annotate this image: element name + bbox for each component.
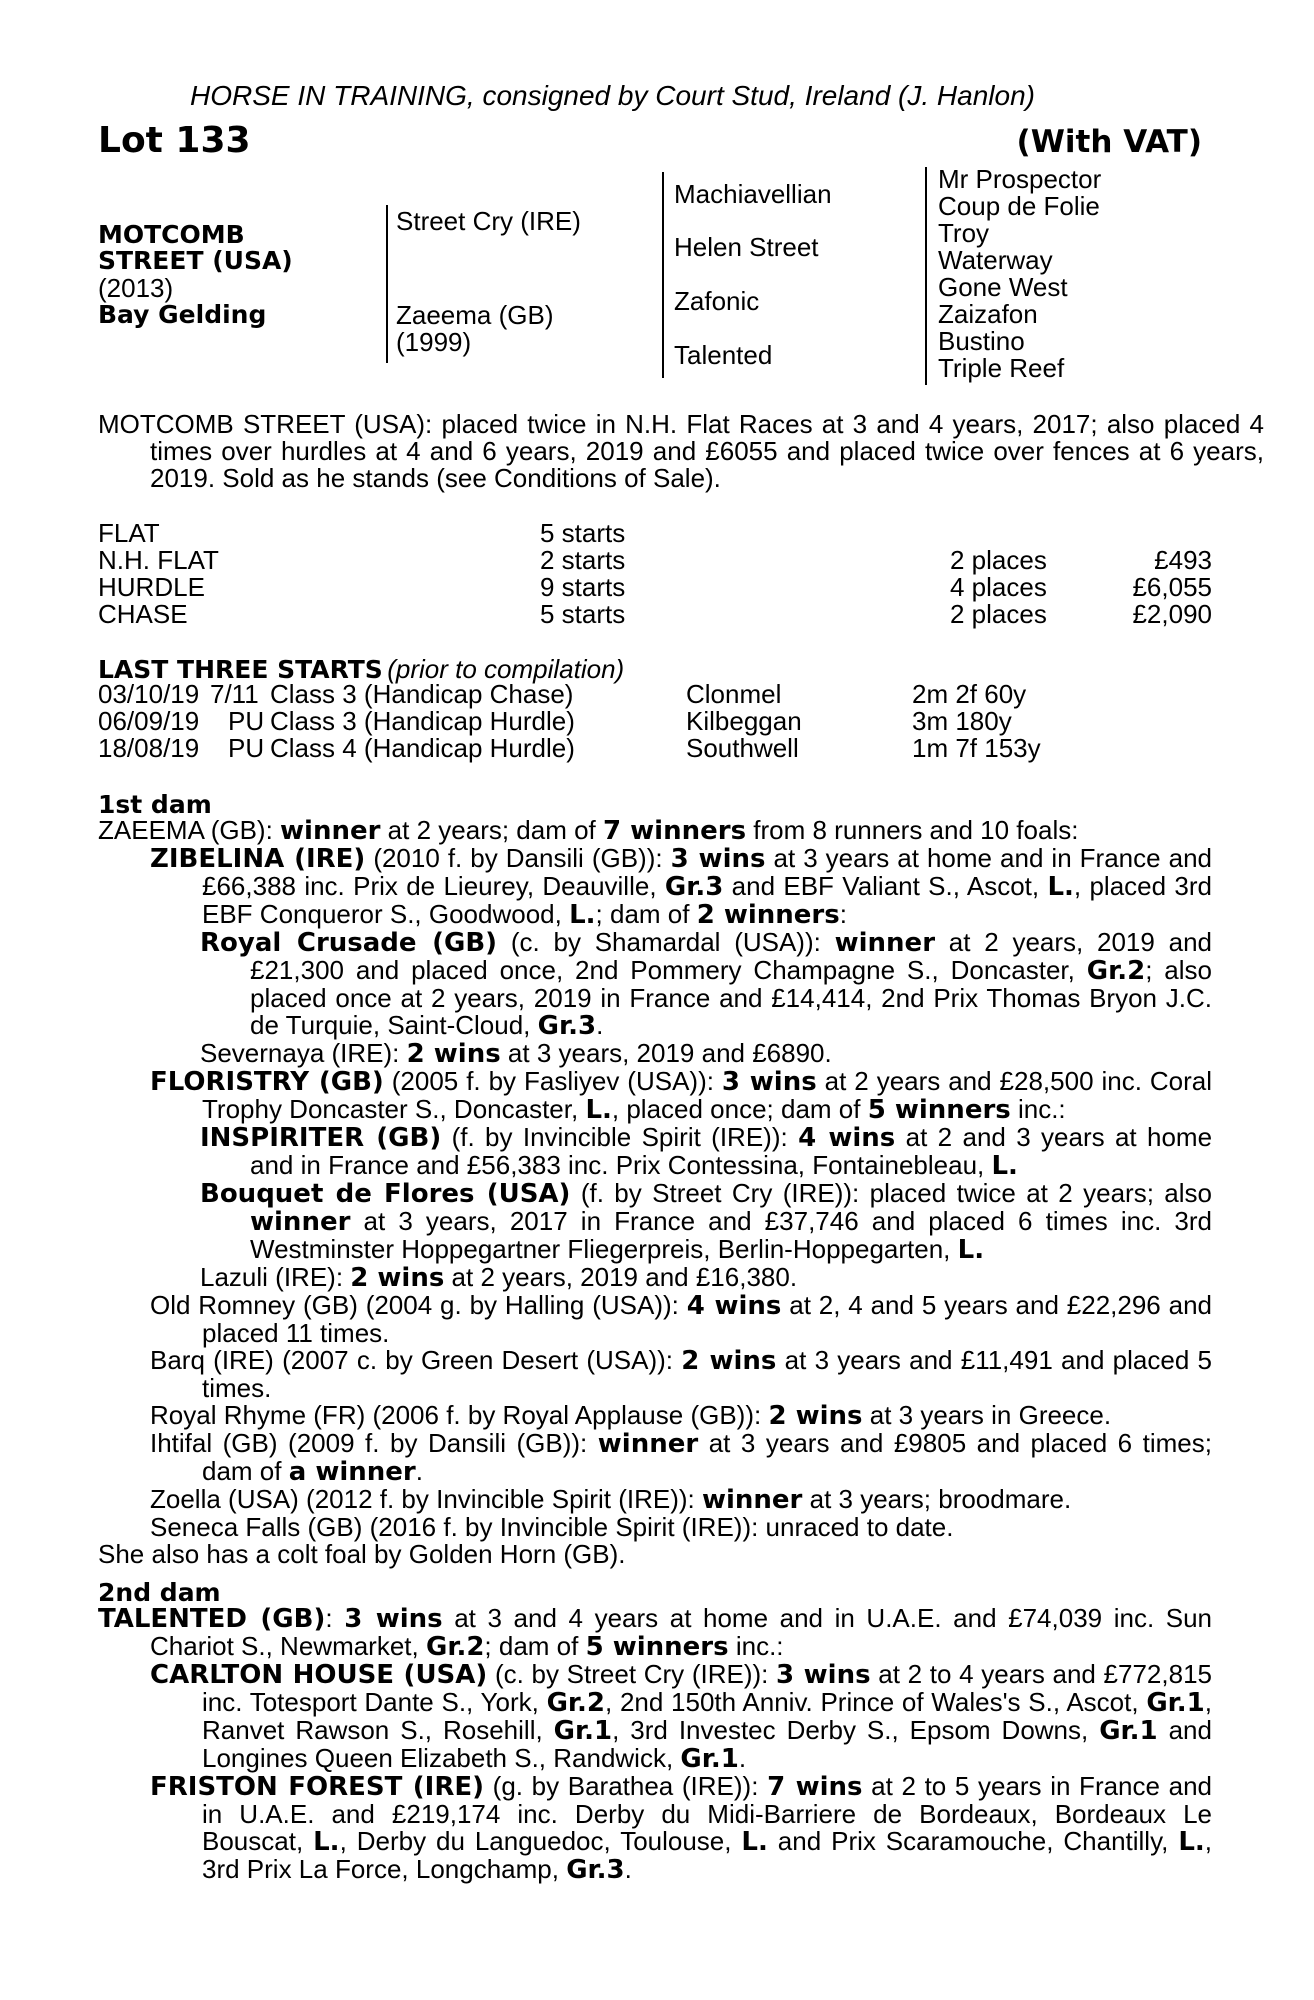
produce-bouquet-de-flores: Bouquet de Flores (USA) (f. by Street Cry (IRE)): placed twice at 2 years; also winner at 3 years, 2017 in France and £37,746 and placed 6 times inc. 3rd Westminster Hoppegartner Fliegerpreis, Berlin-Hoppegarten, L. xyxy=(200,1178,1212,1265)
horse-name-line1: MOTCOMB xyxy=(98,220,245,249)
record-starts: 5 starts xyxy=(540,518,626,548)
produce-friston-forest: FRISTON FOREST (IRE) (g. by Barathea (IRE)): 7 wins at 2 to 5 years in France and in U.A.E. and £219,174 inc. Derby du Midi-Barriere de Bordeaux, Bordeaux Le Bouscat, L., Derby du Languedoc, Toulouse, L. and Prix Scaramouche, Chantilly, L., 3rd Prix La Force, Longchamp, Gr.3. xyxy=(150,1771,1212,1885)
foal-note: She also has a colt foal by Golden Horn (GB). xyxy=(98,1539,626,1569)
last-three-note: (prior to compilation) xyxy=(387,654,625,684)
start-course: Clonmel xyxy=(686,679,782,709)
pedigree-dam-year: (1999) xyxy=(396,327,472,357)
consignment-header: HORSE IN TRAINING, consigned by Court Stud, Ireland (J. Hanlon) xyxy=(190,80,1035,111)
horse-name-line2: STREET (USA) xyxy=(98,246,293,275)
start-row xyxy=(98,735,1212,762)
record-type: N.H. FLAT xyxy=(98,545,219,575)
record-prize: £2,090 xyxy=(1132,599,1212,629)
first-dam-section xyxy=(98,817,1212,1568)
race-record-table xyxy=(98,520,1212,628)
record-type: CHASE xyxy=(98,599,188,629)
pedigree-grandparent: Helen Street xyxy=(674,232,819,262)
start-race: Class 4 (Handicap Hurdle) xyxy=(270,733,575,763)
lot-number: Lot 133 xyxy=(98,120,251,161)
produce-zibelina: ZIBELINA (IRE) (2010 f. by Dansili (GB)): 3 wins at 3 years at home and in France and £66,388 inc. Prix de Lieurey, Deauville, Gr.3 and EBF Valiant S., Ascot, L., placed 3rd EBF Conqueror S., Goodwood, L.; dam of 2 winners: xyxy=(150,843,1212,930)
start-row xyxy=(98,708,1212,735)
pedigree-dam: Zaeema (GB) xyxy=(396,300,554,330)
first-dam-heading: 1st dam xyxy=(98,790,212,819)
pedigree-grandparent: Zafonic xyxy=(674,286,760,316)
produce-carlton-house: CARLTON HOUSE (USA) (c. by Street Cry (IRE)): 3 wins at 2 to 4 years and £772,815 inc. Totesport Dante S., York, Gr.2, 2nd 150th Anniv. Prince of Wales's S., Ascot, Gr.1, Ranvet Rawson S., Rosehill, Gr.1, 3rd Investec Derby S., Epsom Downs, Gr.1 and Longines Queen Elizabeth S., Randwick, Gr.1. xyxy=(150,1659,1212,1774)
second-dam-section xyxy=(98,1605,1212,1884)
produce-zoella: Zoella (USA) (2012 f. by Invincible Spirit (IRE)): winner at 3 years; broodmare. xyxy=(150,1484,1072,1515)
dam-talented: TALENTED (GB): 3 wins at 3 and 4 years at home and in U.A.E. and £74,039 inc. Sun Chariot S., Newmarket, Gr.2; dam of 5 winners inc.: xyxy=(98,1603,1213,1662)
record-row xyxy=(98,601,1212,628)
produce-lazuli: Lazuli (IRE): 2 wins at 2 years, 2019 and £16,380. xyxy=(200,1262,798,1293)
produce-severnaya: Severnaya (IRE): 2 wins at 3 years, 2019 and £6890. xyxy=(200,1038,832,1069)
race-summary: MOTCOMB STREET (USA): placed twice in N.H. Flat Races at 3 and 4 years, 2017; also placed 4 times over hurdles at 4 and 6 years, 2019 and £6055 and placed twice over fences at 6 years, 2019. Sold as he stands (see Conditions of Sale). xyxy=(98,409,1264,493)
pedigree-sire: Street Cry (IRE) xyxy=(396,206,581,236)
record-row xyxy=(98,574,1212,601)
record-places: 2 places xyxy=(950,599,1047,629)
record-type: FLAT xyxy=(98,518,160,548)
last-three-title: LAST THREE STARTS xyxy=(98,655,383,684)
dam-zaeema: ZAEEMA (GB): winner at 2 years; dam of 7 winners from 8 runners and 10 foals: xyxy=(98,815,1079,846)
start-race: Class 3 (Handicap Chase) xyxy=(270,679,574,709)
record-starts: 2 starts xyxy=(540,545,626,575)
record-places: 2 places xyxy=(950,545,1047,575)
record-places: 4 places xyxy=(950,572,1047,602)
pedigree-great-grandparent: Coup de Folie xyxy=(938,191,1100,221)
start-course: Kilbeggan xyxy=(686,706,802,736)
second-dam-heading: 2nd dam xyxy=(98,1578,221,1607)
start-position: PU xyxy=(228,733,265,763)
record-places xyxy=(950,520,1100,547)
produce-inspiriter: INSPIRITER (GB) (f. by Invincible Spirit (IRE)): 4 wins at 2 and 3 years at home and in France and £56,383 inc. Prix Contessina, Fontainebleau, L. xyxy=(200,1122,1213,1181)
pedigree-great-grandparent: Waterway xyxy=(938,245,1053,275)
record-prize: £6,055 xyxy=(1132,572,1212,602)
produce-floristry: FLORISTRY (GB) (2005 f. by Fasliyev (USA)): 3 wins at 2 years and £28,500 inc. Coral Trophy Doncaster S., Doncaster, L., placed once; dam of 5 winners inc.: xyxy=(150,1066,1213,1125)
start-distance: 3m 180y xyxy=(912,706,1012,736)
pedigree-great-grandparent: Mr Prospector xyxy=(938,164,1102,194)
pedigree-great-grandparent: Gone West xyxy=(938,272,1068,302)
start-distance: 2m 2f 60y xyxy=(912,679,1027,709)
horse-year: (2013) xyxy=(98,273,174,303)
vat-label: (With VAT) xyxy=(1016,124,1202,160)
produce-old-romney: Old Romney (GB) (2004 g. by Halling (USA)): 4 wins at 2, 4 and 5 years and £22,296 and placed 11 times. xyxy=(150,1290,1212,1348)
pedigree-grandparent: Talented xyxy=(674,340,773,370)
produce-seneca-falls: Seneca Falls (GB) (2016 f. by Invincible Spirit (IRE)): unraced to date. xyxy=(150,1512,954,1542)
record-row xyxy=(98,520,1212,547)
pedigree-great-grandparent: Bustino xyxy=(938,326,1025,356)
produce-ihtifal: Ihtifal (GB) (2009 f. by Dansili (GB)): winner at 3 years and £9805 and placed 6 times; dam of a winner. xyxy=(150,1428,1212,1487)
start-row xyxy=(98,681,1212,708)
pedigree-great-grandparent: Triple Reef xyxy=(938,353,1065,383)
horse-description: Bay Gelding xyxy=(98,300,267,329)
start-race: Class 3 (Handicap Hurdle) xyxy=(270,706,575,736)
start-position: 7/11 xyxy=(210,679,259,709)
produce-royal-rhyme: Royal Rhyme (FR) (2006 f. by Royal Applause (GB)): 2 wins at 3 years in Greece. xyxy=(150,1400,1112,1431)
start-date: 03/10/19 xyxy=(98,679,200,709)
pedigree-line-grandparents xyxy=(662,172,664,378)
record-starts: 9 starts xyxy=(540,572,626,602)
record-type: HURDLE xyxy=(98,572,205,602)
last-three-table xyxy=(98,681,1212,762)
start-date: 06/09/19 xyxy=(98,706,200,736)
record-prize: £493 xyxy=(1154,545,1212,575)
produce-royal-crusade: Royal Crusade (GB) (c. by Shamardal (USA)): winner at 2 years, 2019 and £21,300 and placed once, 2nd Pommery Champagne S., Doncaster, Gr.2; also placed once at 2 years, 2019 in France and £14,414, 2nd Prix Thomas Bryon J.C. de Turquie, Saint-Cloud, Gr.3. xyxy=(200,927,1212,1041)
record-starts: 5 starts xyxy=(540,599,626,629)
start-distance: 1m 7f 153y xyxy=(912,733,1041,763)
record-prize xyxy=(1100,520,1212,547)
pedigree-grandparent: Machiavellian xyxy=(674,179,832,209)
start-course: Southwell xyxy=(686,733,799,763)
produce-barq: Barq (IRE) (2007 c. by Green Desert (USA)): 2 wins at 3 years and £11,491 and placed 5 times. xyxy=(150,1345,1213,1403)
pedigree-line-great-grandparents xyxy=(925,167,927,385)
record-row xyxy=(98,547,1212,574)
pedigree-great-grandparent: Zaizafon xyxy=(938,299,1038,329)
start-position: PU xyxy=(228,706,265,736)
start-date: 18/08/19 xyxy=(98,733,200,763)
pedigree-line-sire xyxy=(386,205,388,363)
pedigree-great-grandparent: Troy xyxy=(938,218,990,248)
